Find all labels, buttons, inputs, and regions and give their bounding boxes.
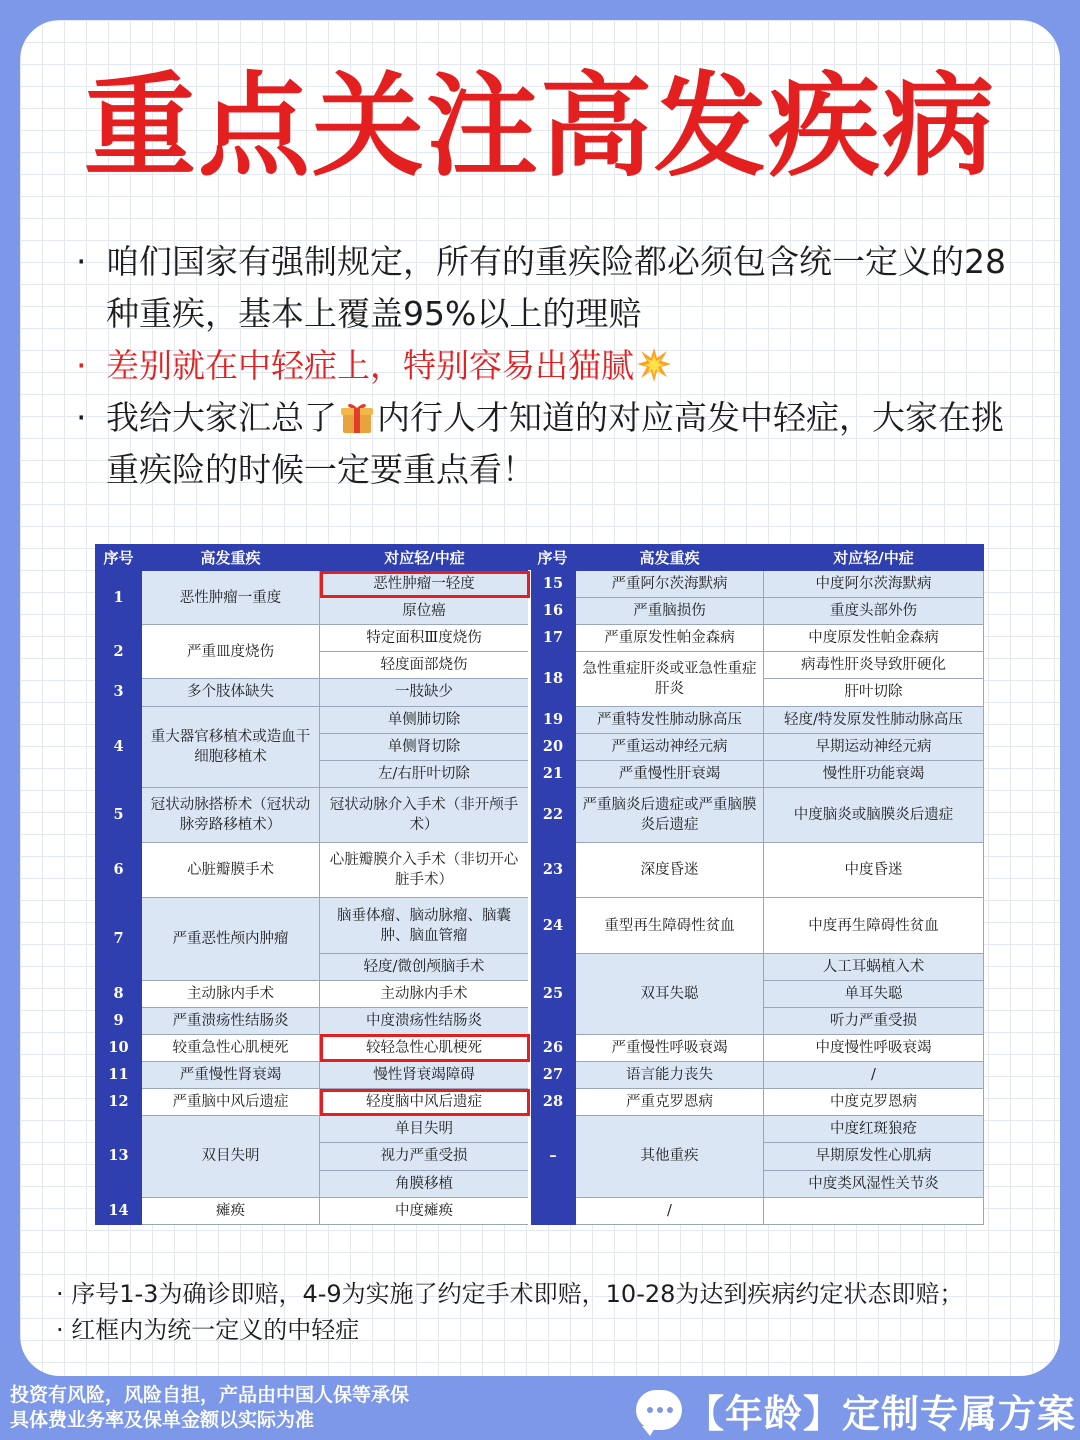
minor-disease: 重度头部外伤 [764, 598, 984, 625]
major-disease: 严重脑中风后遗症 [142, 1089, 320, 1116]
minor-disease: 早期原发性心肌病 [764, 1143, 984, 1170]
table-row [96, 1116, 984, 1143]
minor-disease: 肝叶切除 [764, 679, 984, 706]
table-row [96, 787, 984, 842]
collision-icon [636, 347, 672, 383]
row-number: 6 [96, 843, 142, 898]
major-disease: 主动脉内手术 [142, 980, 320, 1007]
major-disease: 严重阿尔茨海默病 [576, 571, 764, 598]
minor-disease: 轻度面部烧伤 [320, 652, 530, 679]
minor-disease: 视力严重受损 [320, 1143, 530, 1170]
major-disease: 双耳失聪 [576, 953, 764, 1034]
major-disease: 深度昏迷 [576, 843, 764, 898]
major-disease: 双目失明 [142, 1116, 320, 1197]
minor-disease: 中度类风湿性关节炎 [764, 1170, 984, 1197]
bullet-item [70, 340, 1030, 392]
bullet-text: 咱们国家有强制规定，所有的重疾险都必须包含统一定义的28种重疾，基本上覆盖95%以上的理赔 [106, 242, 1006, 333]
table-row [96, 1089, 984, 1116]
header-cell: 对应轻/中症 [764, 545, 984, 571]
major-disease: 较重急性心肌梗死 [142, 1034, 320, 1061]
minor-disease: 中度慢性呼吸衰竭 [764, 1034, 984, 1061]
row-number: 10 [96, 1034, 142, 1061]
row-number: 27 [530, 1062, 576, 1089]
minor-disease: 中度克罗恩病 [764, 1089, 984, 1116]
minor-disease [764, 1197, 984, 1224]
row-number: 16 [530, 598, 576, 625]
major-disease: / [576, 1197, 764, 1224]
header-cell: 对应轻/中症 [320, 545, 530, 571]
minor-disease-highlighted: 轻度脑中风后遗症 [320, 1089, 530, 1116]
minor-disease: 单侧肺切除 [320, 706, 530, 733]
table-row [96, 571, 984, 598]
major-disease: 严重慢性肝衰竭 [576, 760, 764, 787]
disease-table [95, 544, 984, 1225]
bullet-dot: · [76, 346, 87, 385]
minor-disease: 中度原发性帕金森病 [764, 625, 984, 652]
minor-disease: 中度脑炎或脑膜炎后遗症 [764, 787, 984, 842]
major-disease: 严重克罗恩病 [576, 1089, 764, 1116]
major-disease: 多个肢体缺失 [142, 679, 320, 706]
row-number: 18 [530, 652, 576, 706]
minor-disease: 中度再生障碍性贫血 [764, 898, 984, 953]
row-number: 22 [530, 787, 576, 842]
minor-disease: 单目失明 [320, 1116, 530, 1143]
row-number: 21 [530, 760, 576, 787]
minor-disease: 脑垂体瘤、脑动脉瘤、脑囊肿、脑血管瘤 [320, 898, 530, 953]
row-number: 25 [530, 953, 576, 1034]
bullet-item [70, 392, 1030, 496]
table-row [96, 706, 984, 733]
disclaimer [10, 1383, 490, 1433]
minor-disease: 病毒性肝炎导致肝硬化 [764, 652, 984, 679]
row-number: 17 [530, 625, 576, 652]
major-disease: 冠状动脉搭桥术（冠状动脉旁路移植术） [142, 787, 320, 842]
row-number: 28 [530, 1089, 576, 1116]
footnote: · 红框内为统一定义的中轻症 [56, 1316, 360, 1344]
minor-disease: 单耳失聪 [764, 980, 984, 1007]
row-number: 3 [96, 679, 142, 706]
minor-disease: 听力严重受损 [764, 1007, 984, 1034]
minor-disease: 中度昏迷 [764, 843, 984, 898]
gift-icon [339, 399, 375, 435]
minor-disease: 心脏瓣膜介入手术（非切开心脏手术） [320, 843, 530, 898]
minor-disease: 主动脉内手术 [320, 980, 530, 1007]
minor-disease: 一肢缺少 [320, 679, 530, 706]
bullet-dot: · [76, 398, 87, 437]
major-disease: 严重皿度烧伤 [142, 625, 320, 679]
table-header-row [96, 545, 984, 571]
table-row [96, 1197, 984, 1224]
minor-disease: 中度阿尔茨海默病 [764, 571, 984, 598]
header-cell: 高发重疾 [576, 545, 764, 571]
major-disease: 严重运动神经元病 [576, 733, 764, 760]
row-number: – [530, 1116, 576, 1197]
minor-disease: 左/右肝叶切除 [320, 760, 530, 787]
minor-disease-highlighted: 较轻急性心肌梗死 [320, 1034, 530, 1061]
footnotes [56, 1276, 1046, 1348]
chat-bubble-icon [636, 1390, 682, 1430]
intro-bullets [70, 236, 1030, 496]
row-number: 7 [96, 898, 142, 980]
cta-label: 【年龄】定制专属方案 [685, 1391, 1076, 1436]
header-cell: 序号 [96, 545, 142, 571]
row-number: 11 [96, 1062, 142, 1089]
major-disease: 严重原发性帕金森病 [576, 625, 764, 652]
row-number: 19 [530, 706, 576, 733]
minor-disease: 慢性肾衰竭障碍 [320, 1062, 530, 1089]
bullet-text: 差别就在中轻症上，特别容易出猫腻 [106, 346, 634, 385]
major-disease: 其他重疾 [576, 1116, 764, 1197]
row-number: 13 [96, 1116, 142, 1197]
row-number: 20 [530, 733, 576, 760]
disclaimer-line: 投资有风险，风险自担，产品由中国人保等承保 [10, 1384, 410, 1406]
minor-disease: 慢性肝功能衰竭 [764, 760, 984, 787]
bullet-item [70, 236, 1030, 340]
row-number: 14 [96, 1197, 142, 1224]
bullet-dot: · [76, 242, 87, 281]
minor-disease: 角膜移植 [320, 1170, 530, 1197]
row-number: 1 [96, 571, 142, 625]
minor-disease: 轻度/特发原发性肺动脉高压 [764, 706, 984, 733]
major-disease: 心脏瓣膜手术 [142, 843, 320, 898]
header-cell: 高发重疾 [142, 545, 320, 571]
major-disease: 恶性肿瘤一重度 [142, 571, 320, 625]
major-disease: 严重特发性肺动脉高压 [576, 706, 764, 733]
page-title: 重点关注高发疾病 [84, 62, 996, 192]
minor-disease: 单侧肾切除 [320, 733, 530, 760]
minor-disease: 冠状动脉介入手术（非开颅手术） [320, 787, 530, 842]
minor-disease: 早期运动神经元病 [764, 733, 984, 760]
minor-disease-highlighted: 恶性肿瘤一轻度 [320, 571, 530, 598]
minor-disease: 原位癌 [320, 598, 530, 625]
minor-disease: 中度瘫痪 [320, 1197, 530, 1224]
minor-disease: / [764, 1062, 984, 1089]
major-disease: 严重脑炎后遗症或严重脑膜炎后遗症 [576, 787, 764, 842]
major-disease: 重大器官移植术或造血干细胞移植术 [142, 706, 320, 787]
major-disease: 严重慢性肾衰竭 [142, 1062, 320, 1089]
row-number: 24 [530, 898, 576, 953]
major-disease: 急性重症肝炎或亚急性重症肝炎 [576, 652, 764, 706]
footnote: · 序号1-3为确诊即赔，4-9为实施了约定手术即赔，10-28为达到疾病约定状态即赔； [56, 1280, 964, 1308]
major-disease: 严重恶性颅内肿瘤 [142, 898, 320, 980]
minor-disease: 人工耳蜗植入术 [764, 953, 984, 980]
row-number: 8 [96, 980, 142, 1007]
minor-disease: 轻度/微创颅脑手术 [320, 953, 530, 980]
row-number: 15 [530, 571, 576, 598]
cta-button[interactable] [636, 1384, 1076, 1436]
major-disease: 严重溃疡性结肠炎 [142, 1007, 320, 1034]
row-number: 26 [530, 1034, 576, 1061]
table-row [96, 898, 984, 953]
minor-disease: 中度红斑狼疮 [764, 1116, 984, 1143]
bullet-text: 我给大家汇总了 [106, 398, 337, 437]
major-disease: 严重脑损伤 [576, 598, 764, 625]
table-row [96, 1034, 984, 1061]
major-disease: 瘫痪 [142, 1197, 320, 1224]
minor-disease: 特定面积Ⅲ度烧伤 [320, 625, 530, 652]
row-number: 12 [96, 1089, 142, 1116]
row-number: 4 [96, 706, 142, 787]
major-disease: 严重慢性呼吸衰竭 [576, 1034, 764, 1061]
table-row [96, 843, 984, 898]
major-disease: 重型再生障碍性贫血 [576, 898, 764, 953]
bullet-text: 内行人才知道的对应高发中轻症，大家在挑重疾险的时候一定要重点看！ [106, 398, 1004, 489]
row-number: 2 [96, 625, 142, 679]
header-cell: 序号 [530, 545, 576, 571]
row-number: 5 [96, 787, 142, 842]
major-disease: 语言能力丧失 [576, 1062, 764, 1089]
minor-disease: 中度溃疡性结肠炎 [320, 1007, 530, 1034]
table-row [96, 1062, 984, 1089]
disclaimer-line: 具体费业务率及保单金额以实际为准 [10, 1409, 315, 1431]
row-number: 23 [530, 843, 576, 898]
table-row [96, 625, 984, 652]
row-number [530, 1197, 576, 1224]
row-number: 9 [96, 1007, 142, 1034]
